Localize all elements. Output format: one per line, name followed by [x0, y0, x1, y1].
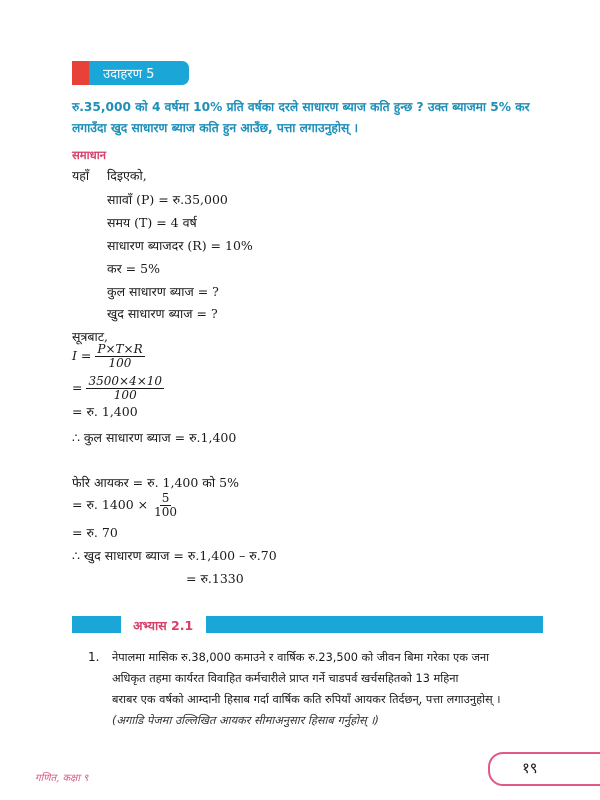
formula-label: सूत्रबाट, [72, 329, 108, 344]
page-number: १९ [522, 759, 538, 777]
therefore-total-interest: ∴ कुल साधारण ब्याज = रु.1,400 [72, 430, 237, 445]
substitution-numerator: 3500×4×10 [88, 374, 163, 388]
page-number-box [488, 752, 600, 786]
tax-calc-fraction [152, 492, 179, 519]
unknown-total-interest: कुल साधारण ब्याज = ? [107, 284, 219, 299]
tax-line: फेरि आयकर = रु. 1,400 को 5% [72, 475, 239, 490]
question-line-3: बराबर एक वर्षको आम्दानी हिसाब गर्दा वार्षिक कति रुपियाँ आयकर तिर्दछन्, पत्ता लगाउनुहोस् । [112, 693, 501, 706]
given-rate: साधारण ब्याजदर (R) = 10% [107, 238, 253, 253]
solution-heading: समाधान [72, 148, 107, 162]
formula-line [72, 343, 145, 370]
tax-calc-denominator: 100 [154, 505, 178, 519]
tax-value: = रु. 70 [72, 525, 118, 540]
exercise-label: अभ्यास 2.1 [133, 618, 194, 633]
question-number: 1. [88, 650, 100, 664]
solution-here: यहाँ [72, 168, 90, 183]
formula-lhs: I = [72, 348, 92, 363]
example-label: उदाहरण 5 [103, 67, 155, 82]
interest-value: = रु. 1,400 [72, 404, 138, 419]
tax-calc-numerator: 5 [161, 491, 170, 505]
unknown-net-interest: खुद साधारण ब्याज = ? [107, 306, 218, 321]
tax-calc-line [72, 492, 179, 519]
problem-line-2: लगाउँदा खुद साधारण ब्याज कति हुन आउँछ, पत्ता लगाउनुहोस् । [72, 121, 359, 135]
substitution-fraction [86, 375, 164, 402]
question-line-2: अधिकृत तहमा कार्यरत विवाहित कर्मचारीले प्राप्त गर्ने चाडपर्व खर्चसहितको 13 महिना [112, 672, 459, 685]
formula-numerator: P×T×R [97, 342, 143, 356]
tax-calc-prefix: = रु. 1400 × [72, 497, 149, 512]
formula-fraction [95, 343, 144, 370]
example-banner-red-tab [72, 61, 89, 85]
solution-given: दिइएको, [107, 168, 147, 183]
final-answer: = रु.1330 [186, 571, 244, 586]
substitution-equals: = [72, 380, 83, 395]
problem-statement [72, 97, 542, 139]
substitution-line [72, 375, 164, 402]
given-time: समय (T) = 4 वर्ष [107, 215, 197, 230]
question-body [112, 647, 542, 731]
therefore-net-interest: ∴ खुद साधारण ब्याज = रु.1,400 – रु.70 [72, 548, 277, 563]
question-line-1: नेपालमा मासिक रु.38,000 कमाउने र वार्षिक रु.23,500 को जीवन बिमा गरेका एक जना [112, 651, 490, 664]
question-note: (अगाडि पेजमा उल्लिखित आयकर सीमाअनुसार हिसाब गर्नुहोस् ।) [112, 714, 379, 727]
formula-denominator: 100 [108, 356, 132, 370]
substitution-denominator: 100 [113, 388, 137, 402]
footer-book-title: गणित, कक्षा ९ [35, 773, 89, 784]
problem-line-1: रु.35,000 को 4 वर्षमा 10% प्रति वर्षका दरले साधारण ब्याज कति हुन्छ ? उक्त ब्याजमा 5% कर [72, 100, 530, 114]
given-principal: साावाँ (P) = रु.35,000 [107, 192, 228, 207]
given-tax: कर = 5% [107, 261, 160, 276]
